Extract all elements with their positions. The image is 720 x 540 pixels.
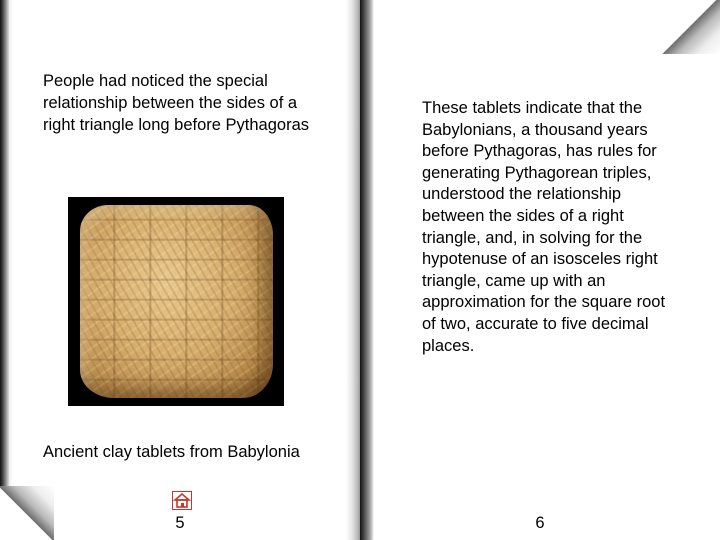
- image-caption: Ancient clay tablets from Babylonia: [43, 443, 300, 461]
- page-number-right: 6: [535, 514, 545, 532]
- book-edge-left: [0, 0, 9, 540]
- left-page-heading: People had noticed the special relationship between the sides of a right triangle long before Pythagoras: [43, 72, 309, 134]
- page-curl-top-right[interactable]: [662, 0, 720, 54]
- page-curl-bottom-left[interactable]: [0, 486, 54, 540]
- clay-tablet: [80, 205, 273, 398]
- right-page: [360, 0, 720, 540]
- clay-tablet-image: [68, 197, 284, 406]
- home-icon[interactable]: [172, 491, 192, 510]
- right-page-body: These tablets indicate that the Babylonians, a thousand years before Pythagoras, has rules for generating Pythagorean triples, understood the relationship between the sides of a right triangle, and, in solving for the hypotenuse of an isosceles right triangle, came up with an approximation for the square root of two, accurate to five decimal places.: [422, 99, 666, 355]
- spine-shadow-right: [360, 0, 374, 540]
- spine-shadow-left: [346, 0, 360, 540]
- page-number-left: 5: [175, 514, 185, 532]
